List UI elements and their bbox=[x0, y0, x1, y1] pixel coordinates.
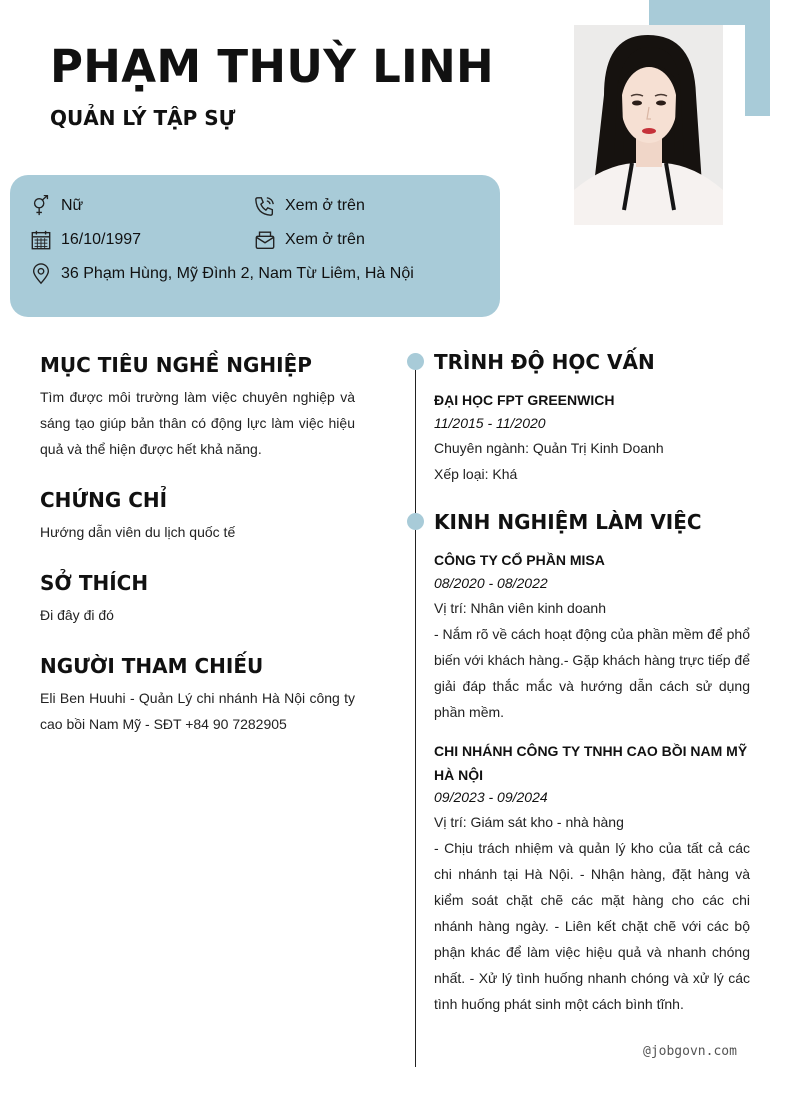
experience-title: KINH NGHIỆM LÀM VIỆC bbox=[434, 510, 702, 534]
phone-value: Xem ở trên bbox=[285, 197, 365, 214]
contact-info-box bbox=[10, 175, 500, 317]
location-pin-icon bbox=[30, 263, 52, 285]
gender-icon bbox=[30, 195, 52, 217]
job-position: Vị trí: Nhân viên kinh doanh bbox=[434, 600, 606, 616]
education-dates: 11/2015 - 11/2020 bbox=[434, 415, 546, 431]
career-objective-text: Tìm được môi trường làm việc chuyên nghiệp và sáng tạo giúp bản thân có động lực làm việc hiệu quả và thể hiện được hết khả năng. bbox=[40, 389, 355, 457]
references-text: Eli Ben Huuhi - Quản Lý chi nhánh Hà Nội công ty cao bồi Nam Mỹ - SĐT +84 90 7282905 bbox=[40, 690, 355, 732]
calendar-icon bbox=[30, 229, 52, 251]
education-grade: Xếp loại: Khá bbox=[434, 466, 518, 482]
contact-gender bbox=[30, 195, 83, 217]
birthdate-value: 16/10/1997 bbox=[61, 231, 142, 248]
job-company: CHI NHÁNH CÔNG TY TNHH CAO BỒI NAM MỸ HÀ NỘI bbox=[434, 743, 748, 783]
candidate-role: QUẢN LÝ TẬP SỰ bbox=[50, 106, 236, 130]
job-dates: 09/2023 - 09/2024 bbox=[434, 789, 548, 805]
candidate-name: PHẠM THUỲ LINH bbox=[50, 40, 495, 93]
job-description: - Nắm rõ về cách hoạt động của phần mềm để phổ biến với khách hàng.- Gặp khách hàng trực tiếp để giải đáp thắc mắc và hướng dẫn cách sử dụng phần mềm. bbox=[434, 626, 750, 720]
job-dates: 08/2020 - 08/2022 bbox=[434, 575, 548, 591]
hobbies-title: SỞ THÍCH bbox=[40, 571, 149, 595]
education-title: TRÌNH ĐỘ HỌC VẤN bbox=[434, 350, 655, 374]
mail-icon bbox=[254, 229, 276, 251]
email-value: Xem ở trên bbox=[285, 231, 365, 248]
career-objective-title: MỤC TIÊU NGHỀ NGHIỆP bbox=[40, 353, 312, 377]
contact-birthdate bbox=[30, 229, 141, 251]
address-value: 36 Phạm Hùng, Mỹ Đình 2, Nam Từ Liêm, Hà Nội bbox=[61, 265, 414, 282]
timeline-dot-experience bbox=[407, 513, 424, 530]
timeline-dot-education bbox=[407, 353, 424, 370]
references-title: NGƯỜI THAM CHIẾU bbox=[40, 654, 264, 678]
phone-icon bbox=[254, 195, 276, 217]
education-school: ĐẠI HỌC FPT GREENWICH bbox=[434, 392, 615, 408]
contact-email bbox=[254, 229, 365, 251]
hobbies-text: Đi đây đi đó bbox=[40, 607, 114, 623]
footer-watermark: @jobgovn.com bbox=[643, 1044, 737, 1059]
timeline-line bbox=[415, 362, 416, 1067]
job-description: - Chịu trách nhiệm và quản lý kho của tất cả các chi nhánh tại Hà Nội. - Nhận hàng, đặt hàng và kiểm soát chặt chẽ các mặt hàng cho các chi nhánh hàng ngày. - Liên kết chặt chẽ với các bộ phận khác để làm việc hiệu quả và nhanh chóng nhất. - Xử lý tình huống nhanh chóng và xử lý các tình huống phát sinh một cách bình tĩnh. bbox=[434, 840, 750, 1012]
contact-phone bbox=[254, 195, 365, 217]
contact-address bbox=[30, 263, 414, 285]
education-major: Chuyên ngành: Quản Trị Kinh Doanh bbox=[434, 440, 664, 456]
certificates-text: Hướng dẫn viên du lịch quốc tế bbox=[40, 524, 236, 540]
job-company: CÔNG TY CỔ PHẦN MISA bbox=[434, 552, 605, 568]
job-position: Vị trí: Giám sát kho - nhà hàng bbox=[434, 814, 624, 830]
gender-value: Nữ bbox=[61, 197, 84, 214]
profile-photo bbox=[574, 25, 723, 225]
certificates-title: CHỨNG CHỈ bbox=[40, 488, 168, 512]
